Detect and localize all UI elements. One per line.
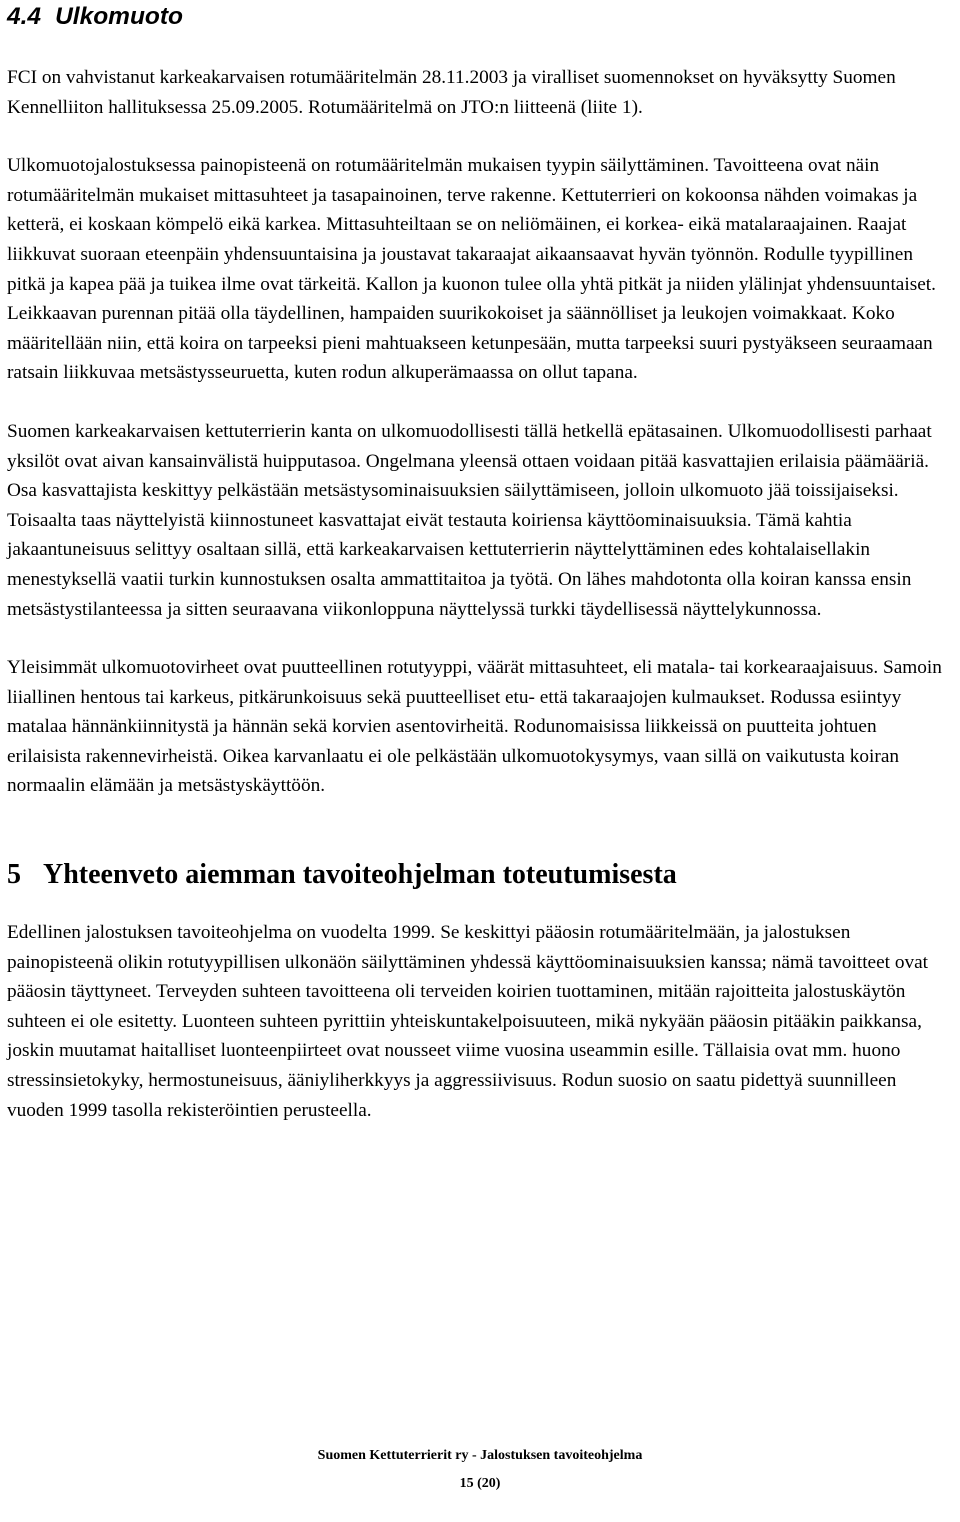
- paragraph: Edellinen jalostuksen tavoiteohjelma on vuodelta 1999. Se keskittyi pääosin rotumääritelmään, ja jalostuksen painopisteenä olikin rotutyypillisen ulkonäön säilyttäminen yhdessä käyttöominaisuuksien kanssa; nämä tavoitteet ovat pääosin täyttyneet. Terveyden suhteen tavoitteena oli terveiden koirien tuottaminen, mitään rajoitteita jalostuskäytön suhteen ei ole esitetty. Luonteen suhteen pyrittiin yhteiskuntakelpoisuuteen, mikä nykyään pääosin pitääkin paikkansa, joskin muutamat haitalliset luonteenpiirteet ovat nousseet viime vuosina useammin esille. Tällaisia ovat mm. huono stressinsietokyky, hermostuneisuus, ääniyliherkkyys ja aggressiivisuus. Rodun suosio on saatu pidettyä suunnilleen vuoden 1999 tasolla rekisteröintien perusteella.: [7, 922, 929, 1121]
- paragraph: Suomen karkeakarvaisen kettuterrierin kanta on ulkomuodollisesti tällä hetkellä epätasainen. Ulkomuodollisesti parhaat yksilöt ovat aivan kansainvälistä huipputasoa. Ongelmana yleensä ottaen voidaan pitää kasvattajien erilaisia päämääriä. Osa kasvattajista keskittyy pelkästään metsästysominaisuuksien säilyttämiseen, jolloin ulkomuoto jää toissijaiseksi. Toisaalta taas näyttelyistä kiinnostuneet kasvattajat eivät testauta koiriensa käyttöominaisuuksia. Tämä kahtia jakaantuneisuus selittyy osaltaan sillä, että karkeakarvaisen kettuterrierin näyttelyttäminen edes kohtalaisellakin menestyksellä vaatii turkin kunnostuksen osalta ammattitaitoa ja työtä. On lähes mahdotonta olla koiran kanssa ensin metsästystilanteessa ja sitten seuraavana viikonloppuna näyttelyssä turkki täydellisessä näyttelykunnossa.: [7, 420, 932, 620]
- paragraph: Ulkomuotojalostuksessa painopisteenä on rotumääritelmän mukaisen tyypin säilyttäminen. Tavoitteena ovat näin rotumääritelmän mukaiset mittasuhteet ja tasapainoinen, terve rakenne. Kettuterrieri on kokoonsa nähden voimakas ja ketterä, ei koskaan kömpelö eikä karkea. Mittasuhteiltaan se on neliömäinen, ei korkea- eikä matalaraajainen. Raajat liikkuvat suoraan eteenpäin yhdensuuntaisina ja joustavat takaraajat aikaansaavat hyvän työnnön. Rodulle tyypillinen pitkä ja kapea pää ja tuikea ilme ovat tärkeitä. Kallon ja kuonon tulee olla yhtä pitkät ja niiden ylälinjat yhdensuuntaiset. Leikkaavan purennan pitää olla täydellinen, hampaiden suurikokoiset ja säännölliset ja leukojen voimakkaat. Koko määritellään niin, että koira on tarpeeksi pieni mahtuakseen ketunpesään, mutta tarpeeksi suuri pystyäkseen seuraamaan ratsain liikkuvaa metsästysseuruetta, kuten rodun alkuperämaassa on ollut tapana.: [7, 155, 936, 384]
- section-heading-4-4: [7, 0, 955, 40]
- paragraph: Yleisimmät ulkomuotovirheet ovat puutteellinen rotutyyppi, väärät mittasuhteet, eli matala- tai korkearaajaisuus. Samoin liiallinen hentous tai karkeus, pitkärunkoisuus sekä puutteelliset etu- että takaraajojen kulmaukset. Rodussa esiintyy matalaa hännänkiinnitystä ja hännän sekä korvien asentovirheitä. Rodunomaisissa liikkeissä on puutteita johtuen erilaisista rakennevirheistä. Oikea karvanlaatu ei ole pelkästään ulkomuotokysymys, vaan sillä on vaikutusta koiran normaalin elämään ja metsästyskäyttöön.: [7, 657, 942, 797]
- footer-title: Suomen Kettuterrierit ry - Jalostuksen tavoiteohjelma: [317, 1448, 643, 1463]
- section-number: 4.4: [7, 3, 42, 30]
- section-title: Ulkomuoto: [55, 3, 183, 30]
- section-number: 5: [7, 859, 21, 891]
- page-number: 15 (20): [459, 1476, 501, 1491]
- page-content: [7, 0, 955, 1125]
- section-title: Yhteenveto aiemman tavoiteohjelman toteutumisesta: [43, 859, 677, 891]
- paragraph: FCI on vahvistanut karkeakarvaisen rotumääritelmän 28.11.2003 ja viralliset suomennokset on hyväksytty Suomen Kennelliiton hallituksessa 25.09.2005. Rotumääritelmä on JTO:n liitteenä (liite 1).: [7, 67, 896, 118]
- section-heading-5: [7, 857, 955, 893]
